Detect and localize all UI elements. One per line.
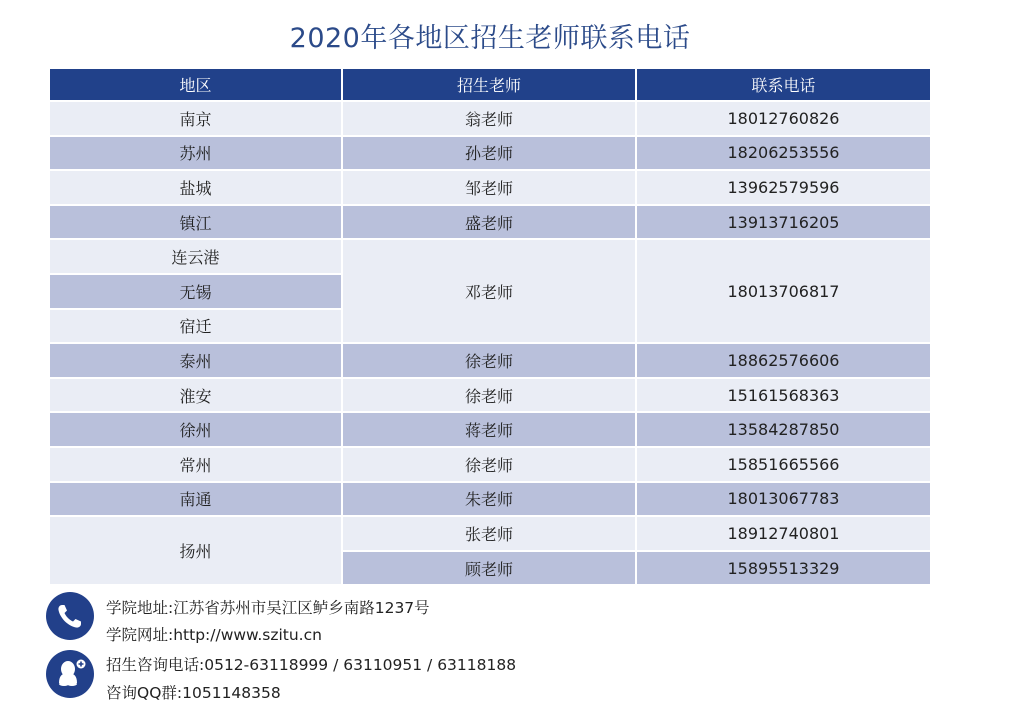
phone-cell: 18013067783 xyxy=(636,482,931,517)
qq-group-text: 咨询QQ群:1051148358 xyxy=(106,684,281,702)
address-text: 学院地址:江苏省苏州市吴江区鲈乡南路1237号 xyxy=(106,599,430,617)
table-header-row xyxy=(49,68,931,101)
teacher-cell: 翁老师 xyxy=(342,101,636,136)
table-row xyxy=(49,412,931,447)
table-row xyxy=(49,170,931,205)
phone-cell: 18206253556 xyxy=(636,136,931,171)
table-row xyxy=(49,205,931,240)
region-cell: 南京 xyxy=(49,101,342,136)
region-cell: 徐州 xyxy=(49,412,342,447)
region-cell: 扬州 xyxy=(49,516,342,585)
region-cell: 淮安 xyxy=(49,378,342,413)
region-cell: 宿迁 xyxy=(49,309,342,344)
region-cell: 无锡 xyxy=(49,274,342,309)
phone-cell: 13962579596 xyxy=(636,170,931,205)
table-row xyxy=(49,482,931,517)
region-cell: 盐城 xyxy=(49,170,342,205)
teacher-cell: 徐老师 xyxy=(342,447,636,482)
table-row xyxy=(49,136,931,171)
teacher-cell: 张老师 xyxy=(342,516,636,551)
region-cell: 苏州 xyxy=(49,136,342,171)
region-cell: 常州 xyxy=(49,447,342,482)
region-cell: 连云港 xyxy=(49,239,342,274)
teacher-cell: 孙老师 xyxy=(342,136,636,171)
region-cell: 泰州 xyxy=(49,343,342,378)
table-row xyxy=(49,447,931,482)
header-teacher: 招生老师 xyxy=(342,68,636,101)
header-region: 地区 xyxy=(49,68,342,101)
teacher-cell: 徐老师 xyxy=(342,378,636,413)
phone-cell: 18862576606 xyxy=(636,343,931,378)
teacher-cell: 顾老师 xyxy=(342,551,636,586)
teacher-cell: 徐老师 xyxy=(342,343,636,378)
page-title: 2020年各地区招生老师联系电话 xyxy=(289,23,691,54)
teacher-cell: 朱老师 xyxy=(342,482,636,517)
phone-icon xyxy=(46,592,94,640)
phone-cell: 15161568363 xyxy=(636,378,931,413)
header-phone: 联系电话 xyxy=(636,68,931,101)
table-row xyxy=(49,343,931,378)
region-cell: 镇江 xyxy=(49,205,342,240)
phone-cell: 13913716205 xyxy=(636,205,931,240)
website-text[interactable]: 学院网址:http://www.szitu.cn xyxy=(106,626,322,644)
table-row xyxy=(49,101,931,136)
phone-cell: 13584287850 xyxy=(636,412,931,447)
hotline-text: 招生咨询电话:0512-63118999 / 63110951 / 63118188 xyxy=(106,656,517,674)
table-row xyxy=(49,516,931,551)
teacher-cell: 邹老师 xyxy=(342,170,636,205)
region-cell: 南通 xyxy=(49,482,342,517)
qq-icon xyxy=(46,650,94,698)
teacher-cell: 蒋老师 xyxy=(342,412,636,447)
table-row xyxy=(49,378,931,413)
contact-table xyxy=(48,67,932,586)
phone-cell: 18912740801 xyxy=(636,516,931,551)
phone-cell: 15851665566 xyxy=(636,447,931,482)
phone-cell: 18012760826 xyxy=(636,101,931,136)
teacher-cell: 盛老师 xyxy=(342,205,636,240)
phone-cell: 18013706817 xyxy=(636,239,931,343)
table-row xyxy=(49,239,931,274)
phone-cell: 15895513329 xyxy=(636,551,931,586)
teacher-cell: 邓老师 xyxy=(342,239,636,343)
